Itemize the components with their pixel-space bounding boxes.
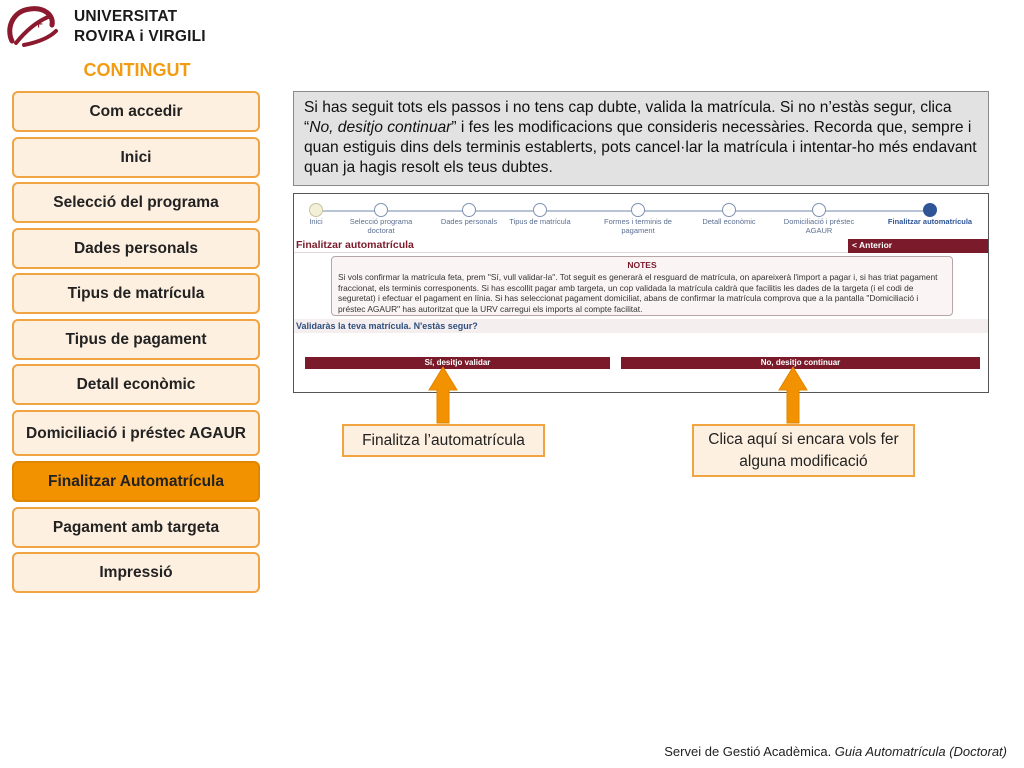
sidebar-item-tipus-pagament[interactable]: Tipus de pagament	[12, 319, 260, 360]
progress-steps	[294, 194, 988, 238]
step-dot	[462, 203, 476, 217]
arrow-up-icon	[778, 366, 808, 424]
step-label: Selecció programa doctorat	[349, 217, 413, 235]
sidebar-item-finalitzar-automatricula[interactable]: Finalitzar Automatrícula	[12, 461, 260, 502]
step-label: Tipus de matrícula	[509, 217, 571, 226]
step-seleccio-programa[interactable]	[336, 203, 426, 235]
notes-title: NOTES	[627, 260, 657, 270]
sidebar-item-impressio[interactable]: Impressió	[12, 552, 260, 593]
step-domiciliacio[interactable]	[774, 203, 864, 235]
instruction-text-end: ” i fes les modificacions que consideris necessàries. Recorda que, sempre i quan estiguis dins dels terminis establerts, pots cancel·lar la matrícula i intentar-ho més endavant quan ja hagis resolt els teus dubtes.	[304, 119, 977, 176]
notes-body: Si vols confirmar la matrícula feta, prem "Sí, vull validar-la". Tot seguit es generarà el resguard de matrícula, on apareixerà l'import a pagar i, si has triat pagament fraccionat, els terminis corresponents. Si has escollit pagar amb targeta, un cop validada la matrícula caldrà que facilitis les dades de la targeta (i el codi de seguretat) i efectuar el pagament en línia. Si has seleccionat pagament domiciliat, abans de confirmar la matrícula comprova que a la pantalla "Domiciliació i préstec AGAUR" has autoritzat que la URV carregui els imports al compte facilitat.	[338, 272, 938, 314]
instruction-text-start: Si has seguit tots els passos i no tens cap dubte, valida la matrícula. Si no n’estàs segur, clica “	[304, 99, 952, 136]
sidebar-item-detall-economic[interactable]: Detall econòmic	[12, 364, 260, 405]
footer-text: Servei de Gestió Acadèmica.	[664, 744, 835, 759]
arrow-up-icon	[428, 366, 458, 424]
university-name-line2: ROVIRA i VIRGILI	[74, 28, 206, 45]
continue-button[interactable]: No, desitjo continuar	[621, 357, 980, 369]
step-dot	[812, 203, 826, 217]
svg-text:+: +	[34, 16, 44, 33]
validate-button[interactable]: Sí, desitjo validar	[305, 357, 610, 369]
instruction-emphasis: No, desitjo continuar	[309, 119, 452, 136]
step-dot	[533, 203, 547, 217]
step-dot	[631, 203, 645, 217]
step-label-current: Finalitzar automatrícula	[887, 217, 973, 226]
step-label: Inici	[309, 217, 323, 226]
step-formes-terminis[interactable]	[593, 203, 683, 235]
back-button[interactable]: < Anterior	[848, 239, 988, 253]
step-dot	[374, 203, 388, 217]
callout-validate: Finalitza l’automatrícula	[342, 424, 545, 457]
sidebar-item-com-accedir[interactable]: Com accedir	[12, 91, 260, 132]
urv-emblem-icon	[4, 3, 62, 49]
step-finalitzar[interactable]	[885, 203, 975, 227]
notes-box	[331, 256, 953, 316]
step-label: Formes i terminis de pagament	[604, 217, 672, 235]
step-label: Domiciliació i préstec AGAUR	[783, 217, 855, 235]
confirmation-question: Validaràs la teva matrícula. N'estàs segur?	[296, 321, 478, 331]
question-bar	[294, 319, 988, 333]
step-tipus-matricula[interactable]	[495, 203, 585, 227]
section-title: Finalitzar automatrícula	[296, 239, 414, 251]
step-dot	[309, 203, 323, 217]
university-name-line1: UNIVERSITAT	[74, 8, 178, 25]
step-dot-current	[923, 203, 937, 217]
instruction-box	[293, 91, 989, 186]
step-detall-economic[interactable]	[684, 203, 774, 227]
footer-guide-title: Guia Automatrícula (Doctorat)	[834, 744, 1007, 759]
sidebar-title: CONTINGUT	[83, 60, 191, 80]
university-name	[74, 7, 206, 47]
callout-continue: Clica aquí si encara vols fer alguna modificació	[692, 424, 915, 477]
university-logo	[4, 3, 214, 49]
step-dot	[722, 203, 736, 217]
sidebar-item-tipus-matricula[interactable]: Tipus de matrícula	[12, 273, 260, 314]
footer	[664, 744, 1007, 759]
sidebar-item-pagament-targeta[interactable]: Pagament amb targeta	[12, 507, 260, 548]
sidebar-item-dades-personals[interactable]: Dades personals	[12, 228, 260, 269]
sidebar-item-domiciliacio[interactable]: Domiciliació i préstec AGAUR	[12, 410, 260, 456]
section-header	[294, 238, 988, 253]
sidebar-item-inici[interactable]: Inici	[12, 137, 260, 178]
sidebar-item-seleccio-programa[interactable]: Selecció del programa	[12, 182, 260, 223]
step-label: Dades personals	[440, 217, 498, 226]
step-label: Detall econòmic	[702, 217, 756, 226]
embedded-screenshot	[293, 193, 989, 393]
